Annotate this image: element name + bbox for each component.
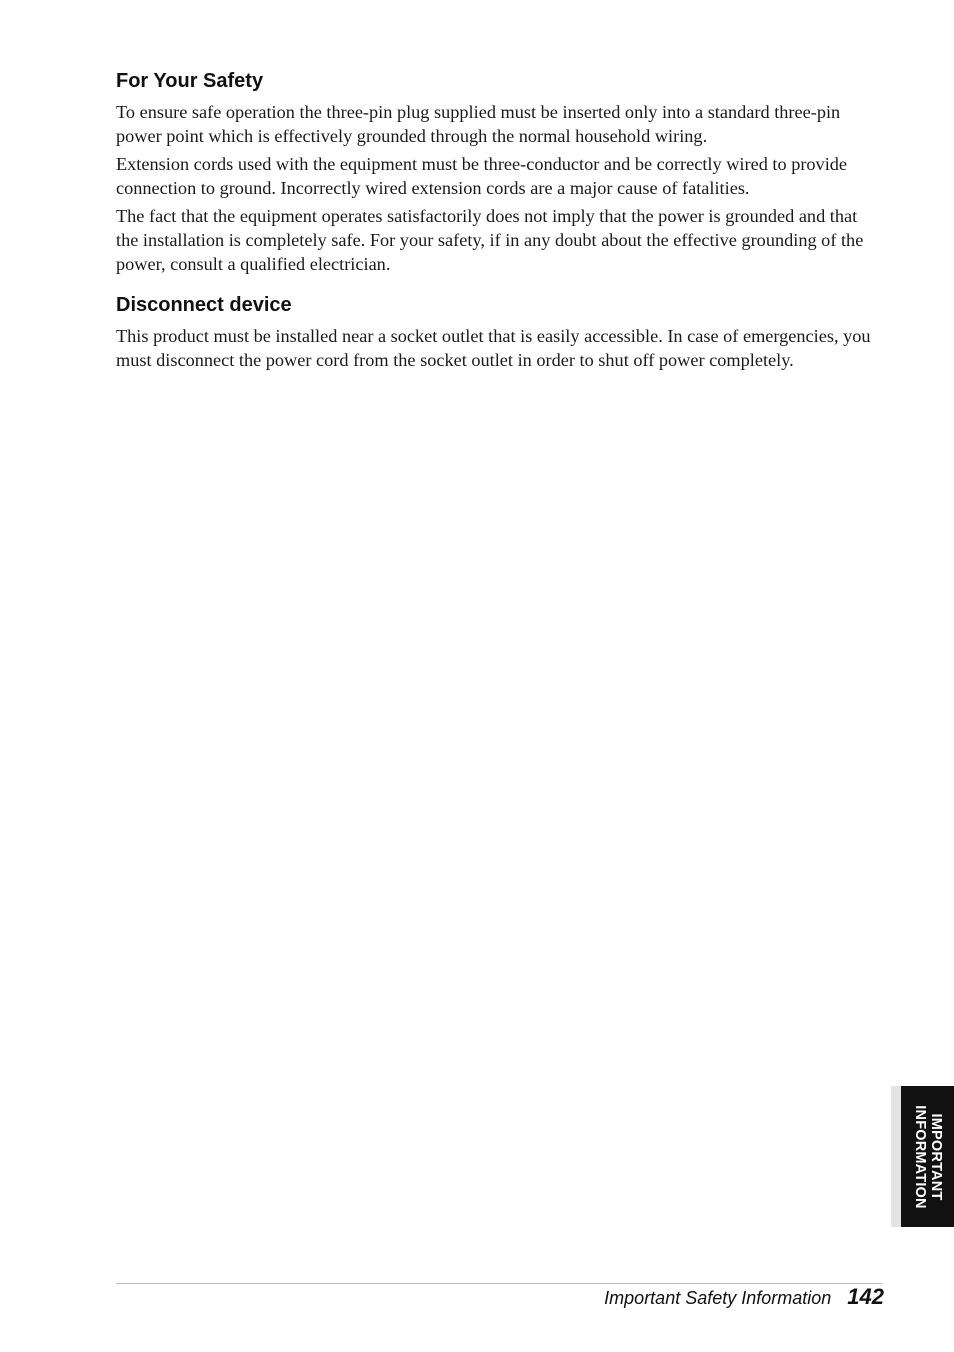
paragraph-extension-cords: Extension cords used with the equipment must be three-conductor and be correctly wired to provide connection to ground. Incorrectly wired extension cords are a major cause of fatalities. <box>116 154 848 198</box>
side-tab <box>891 1086 954 1227</box>
paragraph-three-pin-plug: To ensure safe operation the three-pin plug supplied must be inserted only into a standard three-pin power point which is effectively grounded through the normal household wiring. <box>116 102 841 146</box>
page-number: 142 <box>847 1284 884 1309</box>
page-footer <box>604 1284 884 1310</box>
side-tab-line-1: IMPORTANT <box>927 1113 944 1200</box>
paragraph-grounding: The fact that the equipment operates satisfactorily does not imply that the power is grounded and that the installation is completely safe. For your safety, if in any doubt about the effective grounding of the power, consult a qualified electrician. <box>116 206 864 274</box>
footer-title: Important Safety Information <box>604 1288 832 1308</box>
side-tab-line-2: INFORMATION <box>911 1104 928 1209</box>
section-heading-disconnect: Disconnect device <box>116 294 292 316</box>
side-tab-black <box>901 1086 954 1227</box>
paragraph-disconnect: This product must be installed near a socket outlet that is easily accessible. In case of emergencies, you must disconnect the power cord from the socket outlet in order to shut off power completely. <box>116 326 871 370</box>
section-heading-safety: For Your Safety <box>116 70 264 92</box>
side-tab-label <box>912 1105 944 1208</box>
page-content <box>116 68 882 376</box>
